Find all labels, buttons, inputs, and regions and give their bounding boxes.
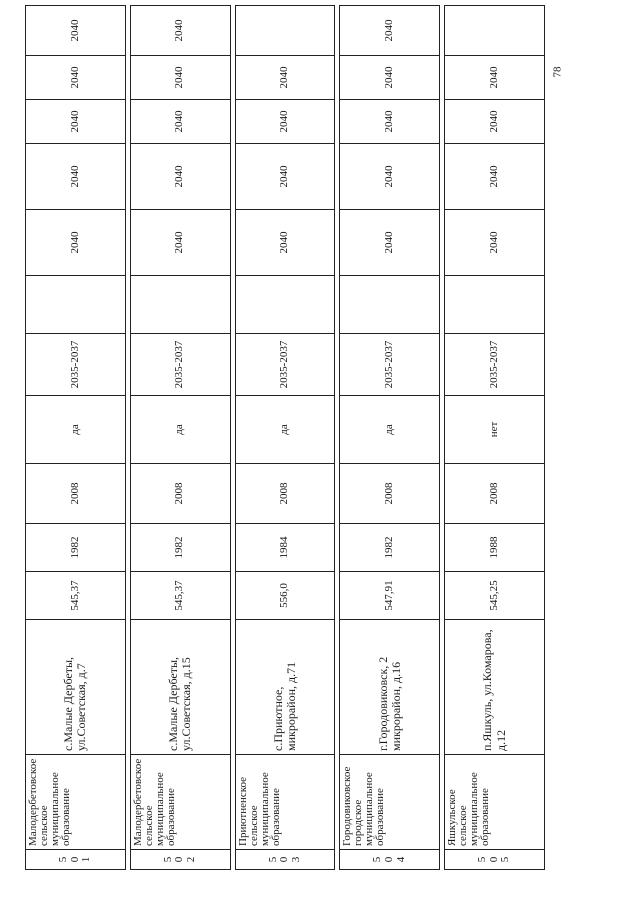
period-cell: 2035-2037 xyxy=(130,334,230,396)
address-cell: п.Яшкуль, ул.Комарова, д.12 xyxy=(445,620,545,755)
row-index-cell xyxy=(235,850,335,870)
year-cell: 2040 xyxy=(340,144,440,210)
row-index-digit: 0 xyxy=(173,856,186,863)
row-index-cell xyxy=(340,850,440,870)
year-cell: 2040 xyxy=(445,56,545,100)
year-cell xyxy=(445,6,545,56)
address-cell: с.Малые Дербеты, ул.Советская, д.7 xyxy=(26,620,126,755)
table-row xyxy=(340,6,440,870)
row-index-digit: 0 xyxy=(487,856,500,863)
row-index-digit: 5 xyxy=(371,856,384,863)
municipality-cell: Городовиковское городское муниципальное образование xyxy=(340,755,440,850)
address-cell: г.Городовиковск, 2 микрорайон, д.16 xyxy=(340,620,440,755)
year-built-cell: 1982 xyxy=(340,524,440,572)
municipality-cell: Яшкульское сельское муниципальное образование xyxy=(445,755,545,850)
year-audit-cell: 2008 xyxy=(445,464,545,524)
year-built-cell: 1988 xyxy=(445,524,545,572)
row-index-cell xyxy=(445,850,545,870)
row-index-digit: 5 xyxy=(499,856,512,863)
year-cell: 2040 xyxy=(235,210,335,276)
row-index-digit: 5 xyxy=(476,856,489,863)
year-cell: 2040 xyxy=(340,56,440,100)
year-cell: 2040 xyxy=(130,6,230,56)
housing-table xyxy=(25,5,545,870)
year-cell xyxy=(235,6,335,56)
address-cell: с.Малые Дербеты, ул.Советская, д.15 xyxy=(130,620,230,755)
blank-cell xyxy=(26,276,126,334)
year-audit-cell: 2008 xyxy=(235,464,335,524)
flag-cell: да xyxy=(130,396,230,464)
year-cell: 2040 xyxy=(445,100,545,144)
area-cell: 545,37 xyxy=(130,572,230,620)
row-index-digit: 3 xyxy=(289,856,302,863)
year-cell: 2040 xyxy=(130,144,230,210)
row-index-digit: 5 xyxy=(57,856,70,863)
table-row xyxy=(26,6,126,870)
year-cell: 2040 xyxy=(130,210,230,276)
year-cell: 2040 xyxy=(26,144,126,210)
row-index-digit: 5 xyxy=(266,856,279,863)
year-cell: 2040 xyxy=(130,56,230,100)
address-cell: с.Приютное, микрорайон, д.71 xyxy=(235,620,335,755)
year-cell: 2040 xyxy=(340,6,440,56)
table-body xyxy=(26,6,545,870)
year-audit-cell: 2008 xyxy=(340,464,440,524)
flag-cell: нет xyxy=(445,396,545,464)
year-cell: 2040 xyxy=(235,56,335,100)
period-cell: 2035-2037 xyxy=(445,334,545,396)
blank-cell xyxy=(130,276,230,334)
year-cell: 2040 xyxy=(235,144,335,210)
year-cell: 2040 xyxy=(130,100,230,144)
year-cell: 2040 xyxy=(26,210,126,276)
row-index-digit: 5 xyxy=(161,856,174,863)
year-built-cell: 1984 xyxy=(235,524,335,572)
area-cell: 547,91 xyxy=(340,572,440,620)
period-cell: 2035-2037 xyxy=(340,334,440,396)
year-cell: 2040 xyxy=(26,56,126,100)
year-cell: 2040 xyxy=(340,100,440,144)
rotated-table-container xyxy=(25,19,545,870)
row-index-digit: 0 xyxy=(383,856,396,863)
blank-cell xyxy=(445,276,545,334)
municipality-cell: Малодербетовское сельское муниципальное образование xyxy=(130,755,230,850)
year-audit-cell: 2008 xyxy=(26,464,126,524)
year-cell: 2040 xyxy=(340,210,440,276)
row-index-digit: 2 xyxy=(184,856,197,863)
row-index-digit: 0 xyxy=(278,856,291,863)
year-cell: 2040 xyxy=(445,144,545,210)
row-index-digit: 4 xyxy=(394,856,407,863)
period-cell: 2035-2037 xyxy=(235,334,335,396)
municipality-cell: Приютненское сельское муниципальное образование xyxy=(235,755,335,850)
year-cell: 2040 xyxy=(445,210,545,276)
blank-cell xyxy=(235,276,335,334)
blank-cell xyxy=(340,276,440,334)
row-index-cell xyxy=(130,850,230,870)
area-cell: 545,25 xyxy=(445,572,545,620)
year-built-cell: 1982 xyxy=(130,524,230,572)
flag-cell: да xyxy=(26,396,126,464)
area-cell: 556,0 xyxy=(235,572,335,620)
table-row xyxy=(130,6,230,870)
flag-cell: да xyxy=(340,396,440,464)
row-index-digit: 0 xyxy=(68,856,81,863)
period-cell: 2035-2037 xyxy=(26,334,126,396)
row-index-digit: 1 xyxy=(80,856,93,863)
year-built-cell: 1982 xyxy=(26,524,126,572)
table-row xyxy=(235,6,335,870)
table-row xyxy=(445,6,545,870)
year-cell: 2040 xyxy=(26,6,126,56)
page-number: 78 xyxy=(551,66,564,78)
flag-cell: да xyxy=(235,396,335,464)
municipality-cell: Малодербетовское сельское муниципальное образование xyxy=(26,755,126,850)
row-index-cell xyxy=(26,850,126,870)
year-audit-cell: 2008 xyxy=(130,464,230,524)
year-cell: 2040 xyxy=(26,100,126,144)
year-cell: 2040 xyxy=(235,100,335,144)
area-cell: 545,37 xyxy=(26,572,126,620)
